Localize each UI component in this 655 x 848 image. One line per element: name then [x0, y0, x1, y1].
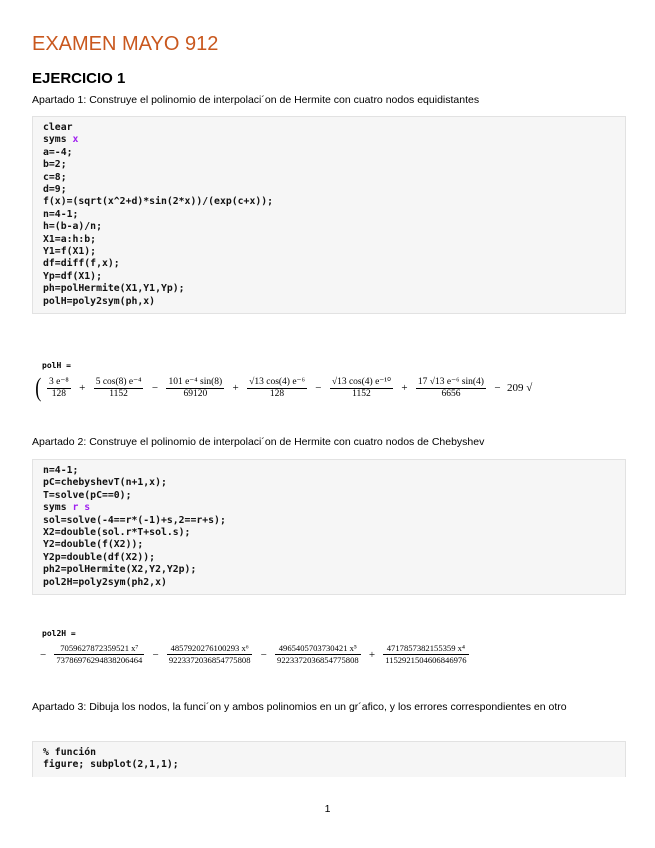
apartado-2-text: Apartado 2: Construye el polinomio de interpolaci´on de Hermite con cuatro nodos de Chebyshev [32, 436, 485, 448]
output-label-polH: polH = [42, 361, 71, 370]
code-comment: % función [43, 747, 97, 758]
math-operator: − [151, 382, 159, 394]
math-term: $\frac{\text{√13 cos(4) e⁻¹⁰}}{1152}$ [331, 376, 391, 399]
exam-title: EXAMEN MAYO 912 [32, 33, 219, 55]
code-line: n=4-1; [43, 465, 79, 476]
pol2H-expression [40, 643, 471, 666]
math-operator: − [152, 648, 159, 661]
code-line: polH=poly2sym(ph,x) [43, 295, 156, 307]
code-line: figure; subplot(2,1,1); [43, 759, 179, 771]
code-line: ph=polHermite(X1,Y1,Yp); [43, 283, 185, 295]
apartado-1-text: Apartado 1: Construye el polinomio de interpolaci´on de Hermite con cuatro nodos equidistantes [32, 94, 480, 106]
math-operator: − [315, 382, 322, 394]
code-line: syms x [43, 134, 79, 146]
code-line: df=diff(f,x); [43, 258, 120, 270]
code-line: X2=double(sol.r*T+sol.s); [43, 527, 191, 539]
code-line: c=8; [43, 171, 67, 183]
page-number: 1 [324, 803, 331, 815]
code-line: sol=solve(-4==r*(-1)+s,2==r+s); [43, 514, 226, 526]
code-line: Y1=f(X1); [43, 246, 97, 258]
code-line: ph2=polHermite(X2,Y2,Y2p); [43, 564, 197, 576]
apartado-3-text: Apartado 3: Dibuja los nodos, la funci´on y ambos polinomios en un gr´afico, y los errores correspondientes en otro [32, 701, 567, 713]
output-label-pol2H: pol2H = [42, 629, 76, 638]
code-line: Y2p=double(df(X2)); [43, 551, 156, 563]
math-operator: − [494, 382, 501, 394]
code-block-1 [32, 116, 626, 314]
symbol-var: x [72, 134, 79, 146]
code-line: pol2H=poly2sym(ph2,x) [43, 576, 167, 588]
code-line: n=4-1; [43, 208, 79, 220]
math-tail: 209 √ [506, 382, 533, 394]
math-term: $\frac{\text{7059627872359521 x⁷}}{73786976294838206464}$ [56, 643, 143, 665]
code-line: clear [43, 122, 73, 133]
math-term: $\frac{\text{4965405703730421 x⁵}}{9223372036854775808}$ [277, 643, 359, 665]
code-line: X1=a:h:b; [43, 233, 97, 245]
code-line: Yp=df(X1); [43, 270, 102, 282]
code-line: f(x)=(sqrt(x^2+d)*sin(2*x))/(exp(c+x)); [43, 196, 274, 208]
code-line: a=-4; [43, 146, 73, 158]
symbol-var: r s [72, 502, 91, 514]
math-term: $\frac{\text{17 √13 e⁻⁶ sin(4)}}{6656}$ [417, 376, 484, 399]
code-line: syms r s [43, 502, 91, 514]
math-operator: + [368, 648, 376, 661]
math-term: $\frac{\text{3 e⁻⁸}}{128}$ [49, 376, 69, 399]
open-paren: ( [35, 373, 42, 402]
math-term: $\frac{\text{4717857382155359 x⁴}}{1152921504606846976}$ [385, 643, 467, 665]
code-line: Y2=double(f(X2)); [43, 539, 144, 551]
math-term: $\frac{\text{√13 cos(4) e⁻⁶}}{128}$ [249, 376, 305, 399]
code-line: b=2; [43, 159, 67, 171]
math-operator: − [260, 648, 267, 661]
polH-expression [34, 375, 536, 401]
code-block-3 [32, 741, 626, 777]
exercise-heading: EJERCICIO 1 [32, 70, 126, 87]
code-line: pC=chebyshevT(n+1,x); [43, 477, 167, 489]
code-line: d=9; [43, 184, 67, 196]
math-operator: + [232, 382, 239, 394]
math-operator: + [401, 382, 408, 394]
math-term: $\frac{\text{101 e⁻⁴ sin(8)}}{69120}$ [168, 376, 223, 399]
math-term: $\frac{\text{5 cos(8) e⁻⁴}}{1152}$ [95, 376, 142, 399]
math-operator: − [40, 648, 47, 661]
code-block-2 [32, 459, 626, 595]
code-line: h=(b-a)/n; [43, 221, 102, 233]
math-term: $\frac{\text{4857920276100293 x⁶}}{9223372036854775808}$ [168, 643, 251, 665]
code-line: T=solve(pC==0); [43, 489, 132, 501]
math-operator: + [79, 382, 86, 394]
